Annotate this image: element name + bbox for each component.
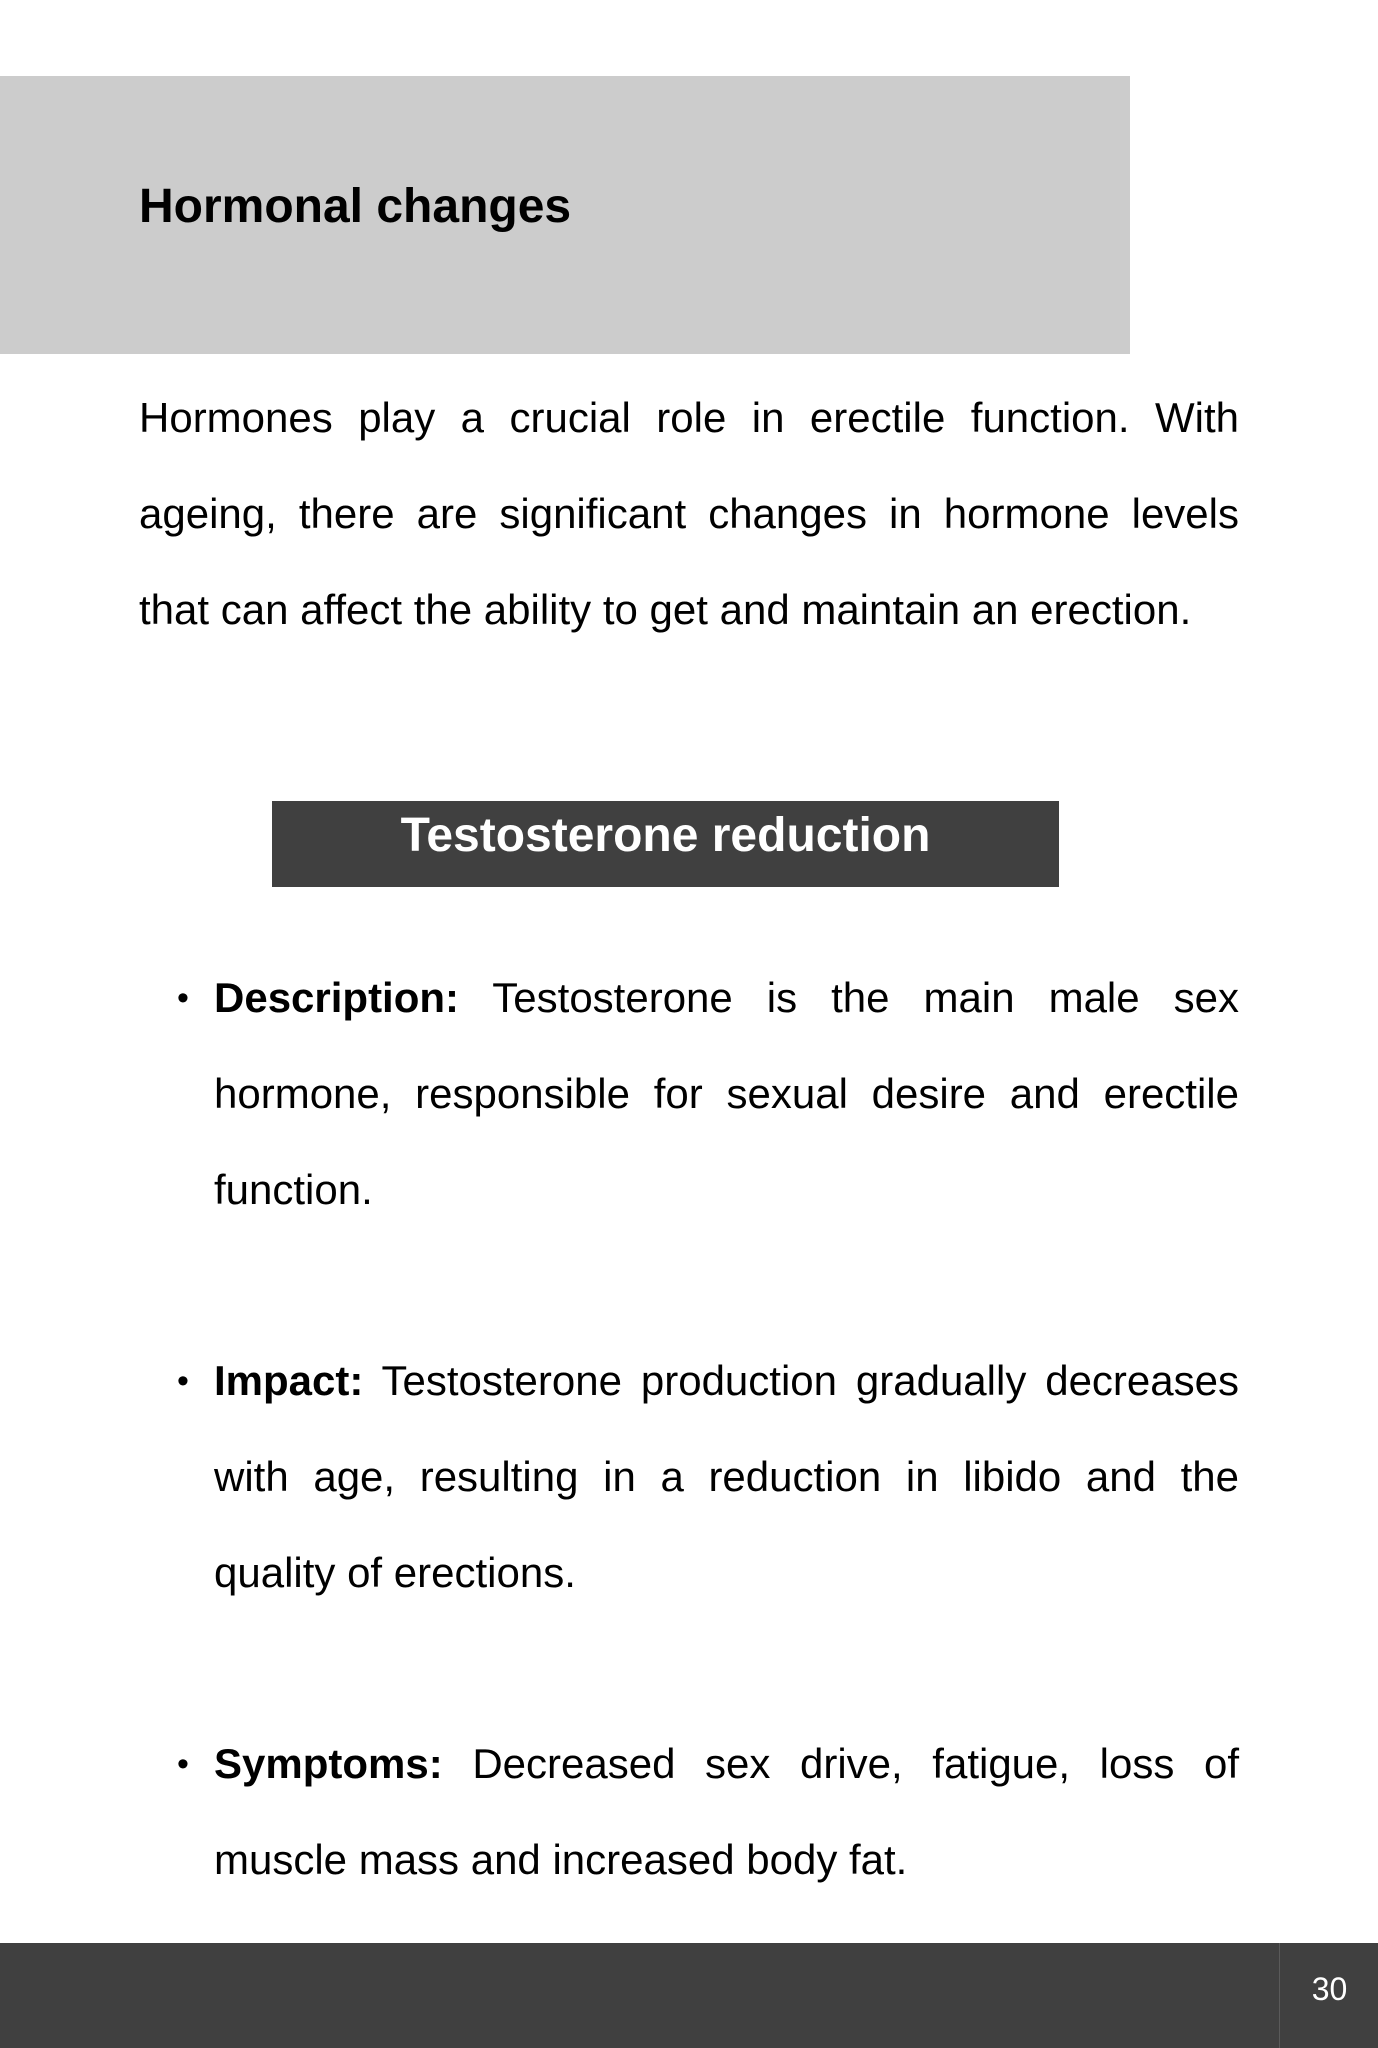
bullet-text: Testosterone is the main male sex hormone, responsible for sexual desire and erectile function. xyxy=(214,974,1239,1213)
bullet-dot-icon: • xyxy=(177,1362,189,1400)
bullet-item-impact xyxy=(177,1333,1239,1621)
bullet-text: Testosterone production gradually decreases with age, resulting in a reduction in libido and the quality of erections. xyxy=(214,1357,1239,1596)
page-number: 30 xyxy=(1311,1971,1348,2007)
bullet-label: Impact: xyxy=(214,1357,364,1404)
bullet-dot-icon: • xyxy=(177,979,189,1017)
bullet-dot-icon: • xyxy=(177,1745,189,1783)
bullet-item-description xyxy=(177,950,1239,1238)
subsection-title: Testosterone reduction xyxy=(400,809,931,862)
bullet-label: Symptoms: xyxy=(214,1740,443,1787)
bullet-item-symptoms xyxy=(177,1716,1239,1908)
bullet-text: Decreased sex drive, fatigue, loss of muscle mass and increased body fat. xyxy=(214,1740,1239,1883)
footer-bar xyxy=(0,1943,1378,2048)
bullet-label: Description: xyxy=(214,974,460,1021)
subsection-banner xyxy=(272,801,1059,887)
intro-paragraph: Hormones play a crucial role in erectile function. With ageing, there are significant changes in hormone levels that can affect the ability to get and maintain an erection. xyxy=(139,394,1239,633)
section-title: Hormonal changes xyxy=(139,180,572,233)
page-number-box xyxy=(1279,1943,1378,2048)
